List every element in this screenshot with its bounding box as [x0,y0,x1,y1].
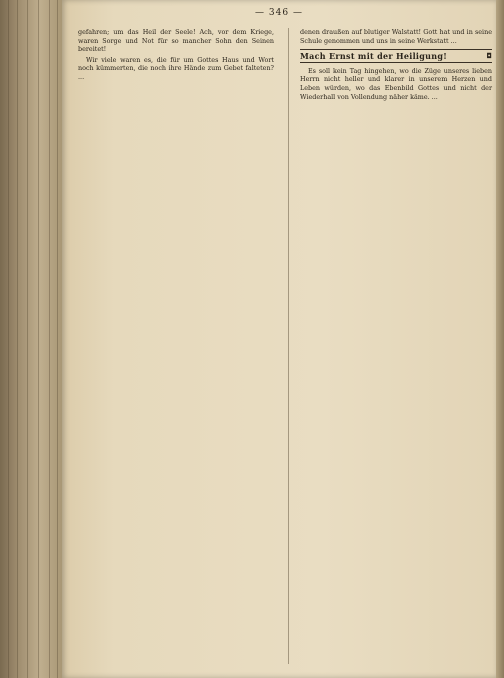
page-fore-edge [0,0,62,678]
left-column [78,28,274,84]
book-page [62,0,496,678]
section-heading [300,49,492,63]
paragraph: Es soll kein Tag hingehen, wo die Züge unseres lieben Herrn nicht heller und klarer in unserem Herzen und Leben würden, wo das Ebenbild Gottes und nicht der Wiederhall von Vollendung näher käme. ... [300,66,492,101]
page-number: — 346 — [255,8,303,18]
paragraph: denen draußen auf blutiger Walstatt! Gott hat und in seine Schule genommen und uns in seine Werkstatt ... [300,28,492,45]
paragraph: gefahren; um das Heil der Seele! Ach, vor dem Kriege, waren Sorge und Not für so mancher Sohn den Seinen bereitet! [78,28,274,54]
heading-mark-icon: ◘ [486,52,492,61]
right-column [300,28,492,103]
page-right-edge [496,0,504,678]
section-heading-text: Mach Ernst mit der Heiligung! [300,51,448,62]
paragraph: Wir viele waren es, die für um Gottes Haus und Wort noch kümmerten, die noch ihre Hände zum Gebet falteten? ... [78,55,274,81]
column-divider [288,28,289,664]
